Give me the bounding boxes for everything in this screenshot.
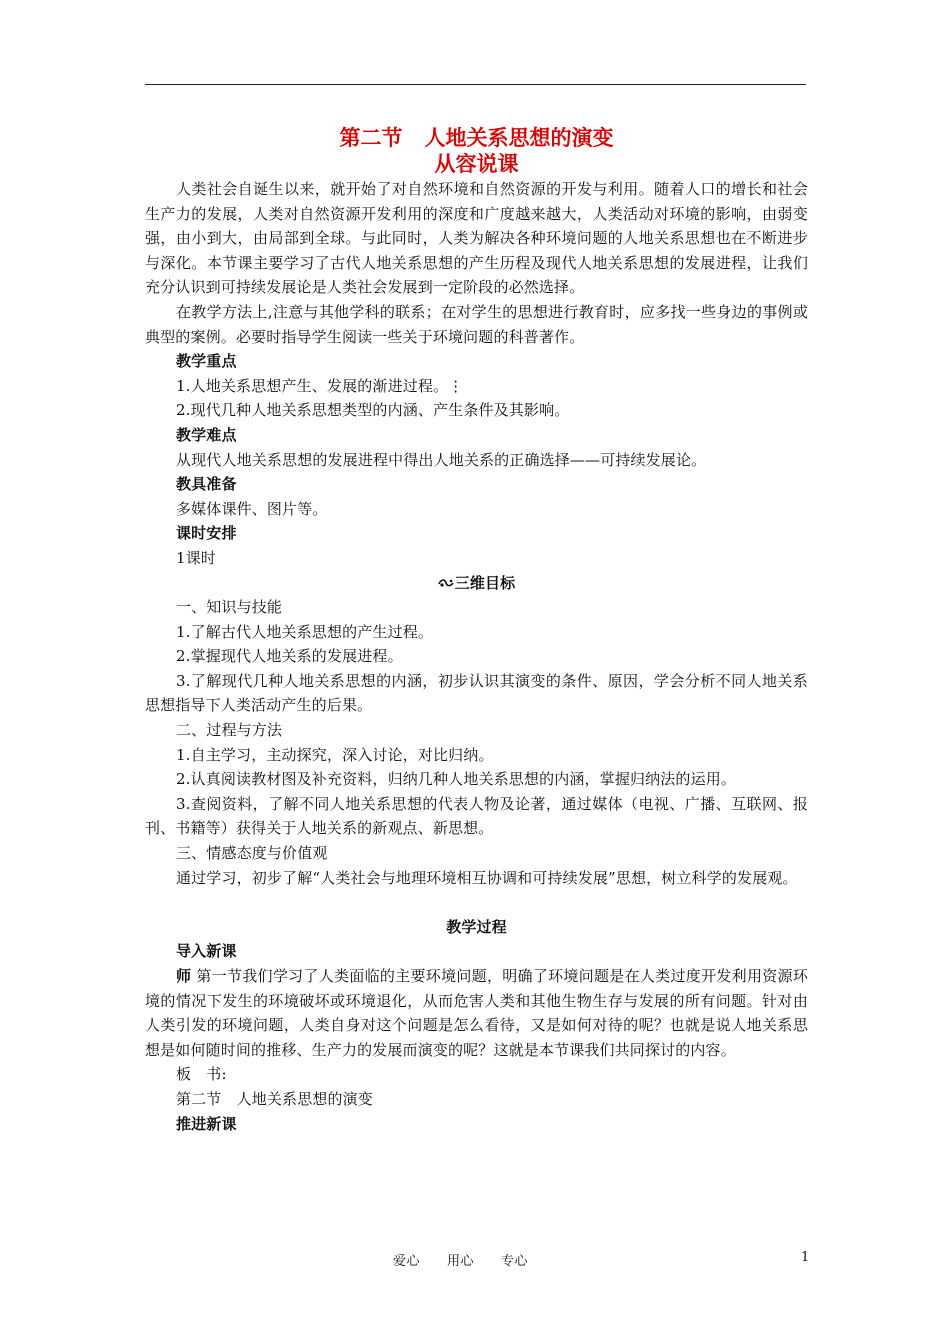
- process-item-3: 3.查阅资料，了解不同人地关系思想的代表人物及论著，通过媒体（电视、广播、互联网、报刊、书籍等）获得关于人地关系的新观点、新思想。: [145, 794, 808, 838]
- intro-lesson-heading: 导入新课: [176, 942, 237, 961]
- materials-text: 多媒体课件、图片等。: [176, 499, 328, 518]
- attitude-heading: 三、情感态度与价值观: [176, 844, 328, 863]
- teacher-label: 师: [176, 967, 192, 985]
- teaching-process-heading: 教学过程: [446, 917, 507, 936]
- schedule-text: 1课时: [176, 548, 216, 567]
- key-point-1: 1.人地关系思想产生、发展的渐进过程。⋮: [176, 376, 464, 395]
- teacher-paragraph: [145, 964, 808, 1062]
- intro-paragraph-1: 人类社会自诞生以来，就开始了对自然环境和自然资源的开发与利用。随着人口的增长和社会生产力的发展，人类对自然资源开发利用的深度和广度越来越大，人类活动对环境的影响，由弱变强，由小到大，由局部到全球。与此同时，人类为解决各种环境问题的人地关系思想也在不断进步与深化。本节课主要学习了古代人地关系思想的产生历程及现代人地关系思想的发展进程，让我们充分认识到可持续发展论是人类社会发展到一定阶段的必然选择。: [145, 180, 808, 297]
- new-lesson-heading: 推进新课: [176, 1114, 237, 1133]
- knowledge-heading: 一、知识与技能: [176, 598, 283, 617]
- schedule-heading: 课时安排: [176, 524, 237, 543]
- title-section: 第二节: [339, 126, 403, 150]
- key-points-heading: 教学重点: [176, 352, 237, 371]
- intro-paragraph-2: 在教学方法上,注意与其他学科的联系；在对学生的思想进行教育时，应多找一些身边的事例或典型的案例。必要时指导学生阅读一些关于环境问题的科普著作。: [145, 302, 808, 346]
- section-subtitle: 从容说课: [434, 152, 519, 176]
- attitude-text: 通过学习，初步了解“人类社会与地理环境相互协调和可持续发展”思想，树立科学的发展观。: [176, 868, 798, 887]
- teacher-text: 第一节我们学习了人类面临的主要环境问题，明确了环境问题是在人类过度开发利用资源环境的情况下发生的环境破坏或环境退化，从而危害人类和其他生物生存与发展的所有问题。针对由人类引发的环境问题，人类自身对这个问题是怎么看待，又是如何对待的呢？也就是说人地关系思想是如何随时间的推移、生产力的发展而演变的呢？这就是本节课我们共同探讨的内容。: [145, 967, 808, 1059]
- goals-heading-line: [145, 571, 808, 596]
- page-number: 1: [801, 1250, 810, 1265]
- knowledge-item-3: 3.了解现代几种人地关系思想的内涵，初步认识其演变的条件、原因，学会分析不同人地关系思想指导下人类活动产生的后果。: [145, 671, 808, 715]
- board-text: 第二节 人地关系思想的演变: [176, 1089, 373, 1108]
- section-title: [145, 125, 808, 151]
- knowledge-item-1: 1.了解古代人地关系思想的产生过程。: [176, 622, 434, 641]
- page-content: [145, 125, 808, 1136]
- materials-heading: 教具准备: [176, 475, 237, 494]
- header-rule: [145, 84, 806, 85]
- difficulty-heading: 教学难点: [176, 425, 237, 444]
- knowledge-item-2: 2.掌握现代人地关系的发展进程。: [176, 647, 403, 666]
- title-topic: 人地关系思想的演变: [424, 126, 614, 150]
- ornament-icon: [438, 577, 454, 589]
- process-item-2: 2.认真阅读教材图及补充资料，归纳几种人地关系思想的内涵，掌握归纳法的运用。: [176, 770, 737, 789]
- footer-motto: 爱心 用心 专心: [393, 1254, 529, 1269]
- process-methods-heading: 二、过程与方法: [176, 721, 283, 740]
- goals-heading: 三维目标: [454, 573, 516, 592]
- board-label: 板 书:: [176, 1065, 227, 1084]
- difficulty-text: 从现代人地关系思想的发展进程中得出人地关系的正确选择——可持续发展论。: [176, 450, 707, 469]
- process-item-1: 1.自主学习，主动探究，深入讨论，对比归纳。: [176, 745, 494, 764]
- key-point-2: 2.现代几种人地关系思想类型的内涵、产生条件及其影响。: [176, 401, 570, 420]
